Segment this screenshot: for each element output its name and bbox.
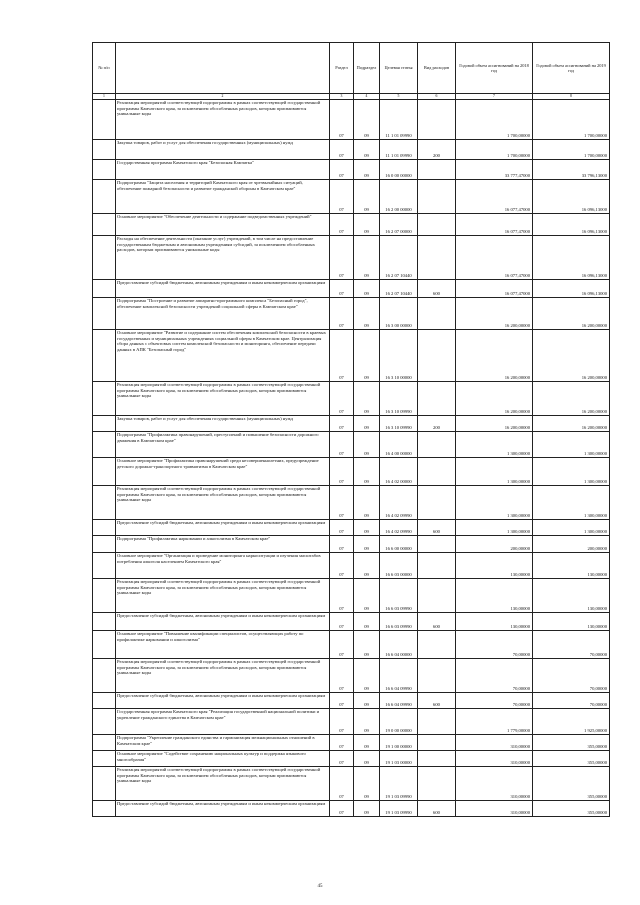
- budget-table: [92, 42, 610, 817]
- row-expense-type-cell: [418, 100, 456, 140]
- row-target-article-cell: 16 4 02 09990: [380, 520, 418, 536]
- row-year-2018-cell: 16 200,00000: [456, 330, 533, 382]
- row-num-cell: [93, 330, 116, 382]
- row-razdel-cell: 07: [330, 280, 354, 298]
- table-row: [93, 236, 610, 280]
- row-name-cell: Реализация мероприятий соответствующей подпрограммы в рамках соответствующей государственной программы Камчатского края, за исключением обособленных расходов, которым присваиваются уникальные коды: [116, 100, 330, 140]
- row-target-article-cell: 16 3 10 09990: [380, 382, 418, 416]
- table-row: [93, 801, 610, 817]
- row-razdel-cell: 07: [330, 160, 354, 180]
- row-name-cell: Основное мероприятие "Организация и проведение мониторинга наркоситуации и изучения масштабов потребления алкоголя населением Камчатского края": [116, 553, 330, 579]
- row-name-cell: Государственная программа Камчатского края "Безопасная Камчатка": [116, 160, 330, 180]
- row-razdel-cell: 07: [330, 432, 354, 458]
- row-expense-type-cell: [418, 236, 456, 280]
- row-year-2019-cell: 16 200,00000: [533, 382, 610, 416]
- row-podrazdel-cell: 09: [354, 140, 380, 160]
- row-razdel-cell: 07: [330, 801, 354, 817]
- row-name-cell: Подпрограмма "Построение и развитие аппаратно-программного комплекса "Безопасный город", обеспечение комплексной безопасности учреждений социальной сферы в Камчатском крае": [116, 298, 330, 330]
- row-razdel-cell: 07: [330, 180, 354, 214]
- row-num-cell: [93, 280, 116, 298]
- row-year-2019-cell: 1 700,00000: [533, 100, 610, 140]
- column-number: 3: [330, 94, 354, 100]
- row-podrazdel-cell: 09: [354, 693, 380, 709]
- row-target-article-cell: 16 4 02 09990: [380, 486, 418, 520]
- row-target-article-cell: 16 2 00 00000: [380, 180, 418, 214]
- row-num-cell: [93, 160, 116, 180]
- row-year-2018-cell: 33 777,47000: [456, 160, 533, 180]
- row-name-cell: Реализация мероприятий соответствующей подпрограммы в рамках соответствующей государственной программы Камчатского края, за исключением обособленных расходов, которым присваиваются уникальные коды: [116, 767, 330, 801]
- row-target-article-cell: 16 4 00 00000: [380, 432, 418, 458]
- row-expense-type-cell: [418, 735, 456, 751]
- table-row: [93, 751, 610, 767]
- row-expense-type-cell: 200: [418, 416, 456, 432]
- row-razdel-cell: 07: [330, 486, 354, 520]
- row-target-article-cell: 19 1 03 00000: [380, 751, 418, 767]
- row-target-article-cell: 16 6 04 09990: [380, 693, 418, 709]
- row-target-article-cell: 16 6 00 00000: [380, 536, 418, 553]
- row-year-2019-cell: 70,00000: [533, 631, 610, 659]
- row-razdel-cell: 07: [330, 416, 354, 432]
- row-year-2019-cell: 130,00000: [533, 579, 610, 613]
- table-row: [93, 330, 610, 382]
- row-num-cell: [93, 659, 116, 693]
- row-podrazdel-cell: 09: [354, 735, 380, 751]
- row-target-article-cell: 11 1 01 09990: [380, 140, 418, 160]
- row-year-2019-cell: 16 200,00000: [533, 298, 610, 330]
- table-row: [93, 140, 610, 160]
- row-target-article-cell: 11 1 01 09990: [380, 100, 418, 140]
- row-name-cell: Основное мероприятие "Обеспечение деятельности и содержание подведомственных учреждений": [116, 214, 330, 236]
- row-name-cell: Реализация мероприятий соответствующей подпрограммы в рамках соответствующей государственной программы Камчатского края, за исключением обособленных расходов, которым присваиваются уникальные коды: [116, 382, 330, 416]
- row-target-article-cell: 16 2 07 10440: [380, 280, 418, 298]
- row-razdel-cell: 07: [330, 767, 354, 801]
- row-name-cell: Основное мероприятие "Содействие сохранению национальных культур и поддержка языкового многообразия": [116, 751, 330, 767]
- row-year-2019-cell: 1 300,00000: [533, 520, 610, 536]
- table-row: [93, 382, 610, 416]
- table-header-row: [93, 43, 610, 94]
- budget-table-sheet: [92, 42, 609, 817]
- row-razdel-cell: 07: [330, 613, 354, 631]
- header-num: № п/п: [93, 43, 116, 94]
- row-year-2018-cell: 1 300,00000: [456, 432, 533, 458]
- row-name-cell: Реализация мероприятий соответствующей подпрограммы в рамках соответствующей государственной программы Камчатского края, за исключением обособленных расходов, которым присваиваются уникальные коды: [116, 659, 330, 693]
- row-target-article-cell: 16 0 00 00000: [380, 160, 418, 180]
- row-name-cell: Закупка товаров, работ и услуг для обеспечения государственных (муниципальных) нужд: [116, 140, 330, 160]
- row-num-cell: [93, 100, 116, 140]
- table-row: [93, 613, 610, 631]
- row-year-2019-cell: 16 200,00000: [533, 416, 610, 432]
- row-year-2018-cell: 1 300,00000: [456, 520, 533, 536]
- row-year-2018-cell: 1 700,00000: [456, 140, 533, 160]
- row-year-2019-cell: 16 096,13000: [533, 180, 610, 214]
- row-name-cell: Подпрограмма "Защита населения и территорий Камчатского края от чрезвычайных ситуаций, обеспечение пожарной безопасности и развитие гражданской обороны в Камчатском крае": [116, 180, 330, 214]
- row-expense-type-cell: 600: [418, 613, 456, 631]
- row-year-2018-cell: 1 700,00000: [456, 100, 533, 140]
- row-name-cell: Подпрограмма "Профилактика правонарушений, преступлений и повышение безопасности дорожного движения в Камчатском крае": [116, 432, 330, 458]
- column-number: 7: [456, 94, 533, 100]
- row-num-cell: [93, 767, 116, 801]
- row-num-cell: [93, 709, 116, 735]
- row-year-2019-cell: 355,00000: [533, 735, 610, 751]
- row-razdel-cell: 07: [330, 458, 354, 486]
- row-year-2018-cell: 310,00000: [456, 735, 533, 751]
- row-expense-type-cell: [418, 767, 456, 801]
- row-year-2018-cell: 16 077,47000: [456, 236, 533, 280]
- row-name-cell: Реализация мероприятий соответствующей подпрограммы в рамках соответствующей государственной программы Камчатского края, за исключением обособленных расходов, которым присваиваются уникальные коды: [116, 579, 330, 613]
- row-num-cell: [93, 458, 116, 486]
- row-podrazdel-cell: 09: [354, 801, 380, 817]
- row-num-cell: [93, 801, 116, 817]
- row-podrazdel-cell: 09: [354, 520, 380, 536]
- row-podrazdel-cell: 09: [354, 536, 380, 553]
- row-name-cell: Закупка товаров, работ и услуг для обеспечения государственных (муниципальных) нужд: [116, 416, 330, 432]
- row-razdel-cell: 07: [330, 553, 354, 579]
- row-target-article-cell: 19 1 03 09990: [380, 801, 418, 817]
- row-podrazdel-cell: 09: [354, 432, 380, 458]
- row-target-article-cell: 16 6 03 00000: [380, 553, 418, 579]
- row-name-cell: Основное мероприятие "Развитие и содержание систем обеспечения комплексной безопасности в краевых государственных и муниципальных учреждениях социальной сферы в Камчатском крае. Централизация сбора данных с объектовых систем комплексной безопасности и мониторинга, обеспечение передачи данных в АПК "Безопасный город": [116, 330, 330, 382]
- row-target-article-cell: 16 6 03 09990: [380, 579, 418, 613]
- row-year-2019-cell: 70,00000: [533, 693, 610, 709]
- row-year-2018-cell: 16 077,47000: [456, 280, 533, 298]
- header-name: [116, 43, 330, 94]
- row-name-cell: Предоставление субсидий бюджетным, автономным учреждениям и иным некоммерческим организациям: [116, 693, 330, 709]
- page-number: 45: [317, 884, 323, 889]
- table-row: [93, 631, 610, 659]
- row-razdel-cell: 07: [330, 536, 354, 553]
- row-num-cell: [93, 382, 116, 416]
- row-razdel-cell: 07: [330, 659, 354, 693]
- row-year-2018-cell: 310,00000: [456, 801, 533, 817]
- row-target-article-cell: 16 3 00 00000: [380, 298, 418, 330]
- row-year-2019-cell: 70,00000: [533, 659, 610, 693]
- row-year-2018-cell: 16 077,47000: [456, 214, 533, 236]
- table-row: [93, 160, 610, 180]
- row-name-cell: Предоставление субсидий бюджетным, автономным учреждениям и иным некоммерческим организациям: [116, 801, 330, 817]
- row-year-2018-cell: 130,00000: [456, 613, 533, 631]
- row-razdel-cell: 07: [330, 140, 354, 160]
- row-num-cell: [93, 180, 116, 214]
- row-target-article-cell: 16 2 07 10440: [380, 236, 418, 280]
- row-target-article-cell: 16 6 04 00000: [380, 631, 418, 659]
- row-year-2018-cell: 16 200,00000: [456, 298, 533, 330]
- row-year-2019-cell: 1 300,00000: [533, 432, 610, 458]
- table-row: [93, 553, 610, 579]
- column-number: 2: [116, 94, 330, 100]
- header-target-article: Целевая статья: [380, 43, 418, 94]
- row-podrazdel-cell: 09: [354, 579, 380, 613]
- header-razdel: Раздел: [330, 43, 354, 94]
- row-year-2018-cell: 1 300,00000: [456, 458, 533, 486]
- table-row: [93, 298, 610, 330]
- row-year-2018-cell: 70,00000: [456, 631, 533, 659]
- table-row: [93, 709, 610, 735]
- row-num-cell: [93, 693, 116, 709]
- row-razdel-cell: 07: [330, 751, 354, 767]
- row-target-article-cell: 19 0 00 00000: [380, 709, 418, 735]
- row-year-2018-cell: 16 200,00000: [456, 382, 533, 416]
- row-expense-type-cell: [418, 180, 456, 214]
- row-num-cell: [93, 751, 116, 767]
- row-razdel-cell: 07: [330, 579, 354, 613]
- row-expense-type-cell: 600: [418, 280, 456, 298]
- row-expense-type-cell: [418, 659, 456, 693]
- table-row: [93, 659, 610, 693]
- row-name-cell: Предоставление субсидий бюджетным, автономным учреждениям и иным некоммерческим организациям: [116, 613, 330, 631]
- table-row: [93, 486, 610, 520]
- row-num-cell: [93, 579, 116, 613]
- row-target-article-cell: 16 2 07 00000: [380, 214, 418, 236]
- row-expense-type-cell: 600: [418, 801, 456, 817]
- row-num-cell: [93, 236, 116, 280]
- row-year-2018-cell: 70,00000: [456, 693, 533, 709]
- row-num-cell: [93, 298, 116, 330]
- column-number: 5: [380, 94, 418, 100]
- row-expense-type-cell: [418, 579, 456, 613]
- row-target-article-cell: 19 1 03 09990: [380, 767, 418, 801]
- row-year-2018-cell: 1 300,00000: [456, 486, 533, 520]
- row-razdel-cell: 07: [330, 693, 354, 709]
- row-name-cell: Расходы на обеспечение деятельности (оказание услуг) учреждений, в том числе на предоставление государственным бюджетным и автономным учреждениям субсидий, за исключением обособленных расходов, которым присваиваются уникальные коды: [116, 236, 330, 280]
- column-number: 4: [354, 94, 380, 100]
- column-number: 6: [418, 94, 456, 100]
- table-row: [93, 432, 610, 458]
- column-number: 8: [533, 94, 610, 100]
- row-expense-type-cell: [418, 458, 456, 486]
- row-podrazdel-cell: 09: [354, 416, 380, 432]
- row-year-2018-cell: 200,00000: [456, 536, 533, 553]
- row-razdel-cell: 07: [330, 100, 354, 140]
- row-year-2018-cell: 70,00000: [456, 659, 533, 693]
- row-podrazdel-cell: 09: [354, 767, 380, 801]
- row-expense-type-cell: 600: [418, 693, 456, 709]
- row-podrazdel-cell: 09: [354, 236, 380, 280]
- row-year-2019-cell: 33 796,13000: [533, 160, 610, 180]
- row-year-2019-cell: 1 700,00000: [533, 140, 610, 160]
- row-year-2018-cell: 130,00000: [456, 579, 533, 613]
- row-year-2019-cell: 130,00000: [533, 553, 610, 579]
- row-razdel-cell: 07: [330, 236, 354, 280]
- table-row: [93, 579, 610, 613]
- table-row: [93, 458, 610, 486]
- table-row: [93, 214, 610, 236]
- row-podrazdel-cell: 09: [354, 214, 380, 236]
- table-row: [93, 693, 610, 709]
- table-row: [93, 280, 610, 298]
- row-num-cell: [93, 520, 116, 536]
- row-year-2019-cell: 130,00000: [533, 613, 610, 631]
- row-name-cell: Основное мероприятие "Повышение квалификации специалистов, осуществляющих работу по профилактике наркомании и алкоголизма": [116, 631, 330, 659]
- row-razdel-cell: 07: [330, 520, 354, 536]
- row-podrazdel-cell: 09: [354, 613, 380, 631]
- table-row: [93, 180, 610, 214]
- row-podrazdel-cell: 09: [354, 486, 380, 520]
- row-podrazdel-cell: 09: [354, 298, 380, 330]
- row-year-2019-cell: 355,00000: [533, 801, 610, 817]
- header-year-2018: Годовой объем ассигнований на 2018 год: [456, 43, 533, 94]
- table-row: [93, 767, 610, 801]
- row-year-2018-cell: 310,00000: [456, 767, 533, 801]
- row-razdel-cell: 07: [330, 298, 354, 330]
- row-year-2019-cell: 355,00000: [533, 751, 610, 767]
- row-expense-type-cell: [418, 214, 456, 236]
- row-target-article-cell: 16 3 10 00000: [380, 330, 418, 382]
- row-name-cell: Предоставление субсидий бюджетным, автономным учреждениям и иным некоммерческим организациям: [116, 520, 330, 536]
- row-podrazdel-cell: 09: [354, 160, 380, 180]
- row-num-cell: [93, 486, 116, 520]
- row-podrazdel-cell: 09: [354, 659, 380, 693]
- row-podrazdel-cell: 09: [354, 751, 380, 767]
- row-num-cell: [93, 735, 116, 751]
- row-year-2018-cell: 16 077,47000: [456, 180, 533, 214]
- row-year-2019-cell: 200,00000: [533, 536, 610, 553]
- row-num-cell: [93, 416, 116, 432]
- row-year-2019-cell: 1 925,00000: [533, 709, 610, 735]
- table-row: [93, 100, 610, 140]
- row-target-article-cell: 16 4 02 00000: [380, 458, 418, 486]
- table-body: [93, 100, 610, 817]
- row-expense-type-cell: [418, 330, 456, 382]
- row-num-cell: [93, 613, 116, 631]
- row-name-cell: Государственная программа Камчатского края "Реализация государственной национальной политики и укрепление гражданского единства в Камчатском крае": [116, 709, 330, 735]
- row-target-article-cell: 16 6 04 09990: [380, 659, 418, 693]
- row-num-cell: [93, 553, 116, 579]
- row-expense-type-cell: [418, 432, 456, 458]
- row-name-cell: Подпрограмма "Укрепление гражданского единства и гармонизация межнациональных отношений в Камчатском крае": [116, 735, 330, 751]
- row-year-2018-cell: 16 200,00000: [456, 416, 533, 432]
- row-podrazdel-cell: 09: [354, 280, 380, 298]
- row-target-article-cell: 16 3 10 09990: [380, 416, 418, 432]
- table-row: [93, 735, 610, 751]
- row-target-article-cell: 16 6 03 09990: [380, 613, 418, 631]
- row-name-cell: Подпрограмма "Профилактика наркомании и алкоголизма в Камчатском крае": [116, 536, 330, 553]
- row-name-cell: Предоставление субсидий бюджетным, автономным учреждениям и иным некоммерческим организациям: [116, 280, 330, 298]
- table-row: [93, 416, 610, 432]
- row-podrazdel-cell: 09: [354, 330, 380, 382]
- row-expense-type-cell: 600: [418, 520, 456, 536]
- row-year-2019-cell: 16 096,13000: [533, 236, 610, 280]
- row-num-cell: [93, 536, 116, 553]
- row-podrazdel-cell: 09: [354, 631, 380, 659]
- row-expense-type-cell: [418, 553, 456, 579]
- row-expense-type-cell: [418, 536, 456, 553]
- row-podrazdel-cell: 09: [354, 553, 380, 579]
- row-num-cell: [93, 432, 116, 458]
- row-razdel-cell: 07: [330, 735, 354, 751]
- row-year-2018-cell: 1 779,00000: [456, 709, 533, 735]
- row-expense-type-cell: [418, 382, 456, 416]
- row-razdel-cell: 07: [330, 631, 354, 659]
- row-num-cell: [93, 140, 116, 160]
- row-year-2019-cell: 1 300,00000: [533, 458, 610, 486]
- row-num-cell: [93, 214, 116, 236]
- row-target-article-cell: 19 1 00 00000: [380, 735, 418, 751]
- row-expense-type-cell: [418, 709, 456, 735]
- header-podrazdel: Подраздел: [354, 43, 380, 94]
- row-num-cell: [93, 631, 116, 659]
- row-razdel-cell: 07: [330, 330, 354, 382]
- row-year-2019-cell: 16 096,13000: [533, 280, 610, 298]
- row-razdel-cell: 07: [330, 382, 354, 416]
- row-year-2018-cell: 310,00000: [456, 751, 533, 767]
- row-expense-type-cell: [418, 751, 456, 767]
- row-podrazdel-cell: 09: [354, 180, 380, 214]
- row-razdel-cell: 07: [330, 709, 354, 735]
- row-year-2019-cell: 16 200,00000: [533, 330, 610, 382]
- row-year-2019-cell: 355,00000: [533, 767, 610, 801]
- row-expense-type-cell: [418, 298, 456, 330]
- row-year-2019-cell: 16 096,13000: [533, 214, 610, 236]
- row-podrazdel-cell: 09: [354, 458, 380, 486]
- header-year-2019: Годовой объем ассигнований на 2019 год: [533, 43, 610, 94]
- row-year-2018-cell: 130,00000: [456, 553, 533, 579]
- row-razdel-cell: 07: [330, 214, 354, 236]
- row-podrazdel-cell: 09: [354, 382, 380, 416]
- row-expense-type-cell: [418, 160, 456, 180]
- row-expense-type-cell: [418, 486, 456, 520]
- row-year-2019-cell: 1 300,00000: [533, 486, 610, 520]
- row-name-cell: Реализация мероприятий соответствующей подпрограммы в рамках соответствующей государственной программы Камчатского края, за исключением обособленных расходов, которым присваиваются уникальные коды: [116, 486, 330, 520]
- row-podrazdel-cell: 09: [354, 100, 380, 140]
- row-podrazdel-cell: 09: [354, 709, 380, 735]
- column-number: 1: [93, 94, 116, 100]
- table-row: [93, 520, 610, 536]
- row-name-cell: Основное мероприятие "Профилактика правонарушений среди несовершеннолетних, предупреждение детского дорожно-транспортного травматизма в Камчатском крае": [116, 458, 330, 486]
- row-expense-type-cell: 200: [418, 140, 456, 160]
- row-expense-type-cell: [418, 631, 456, 659]
- header-expense-type: Вид расходов: [418, 43, 456, 94]
- table-row: [93, 536, 610, 553]
